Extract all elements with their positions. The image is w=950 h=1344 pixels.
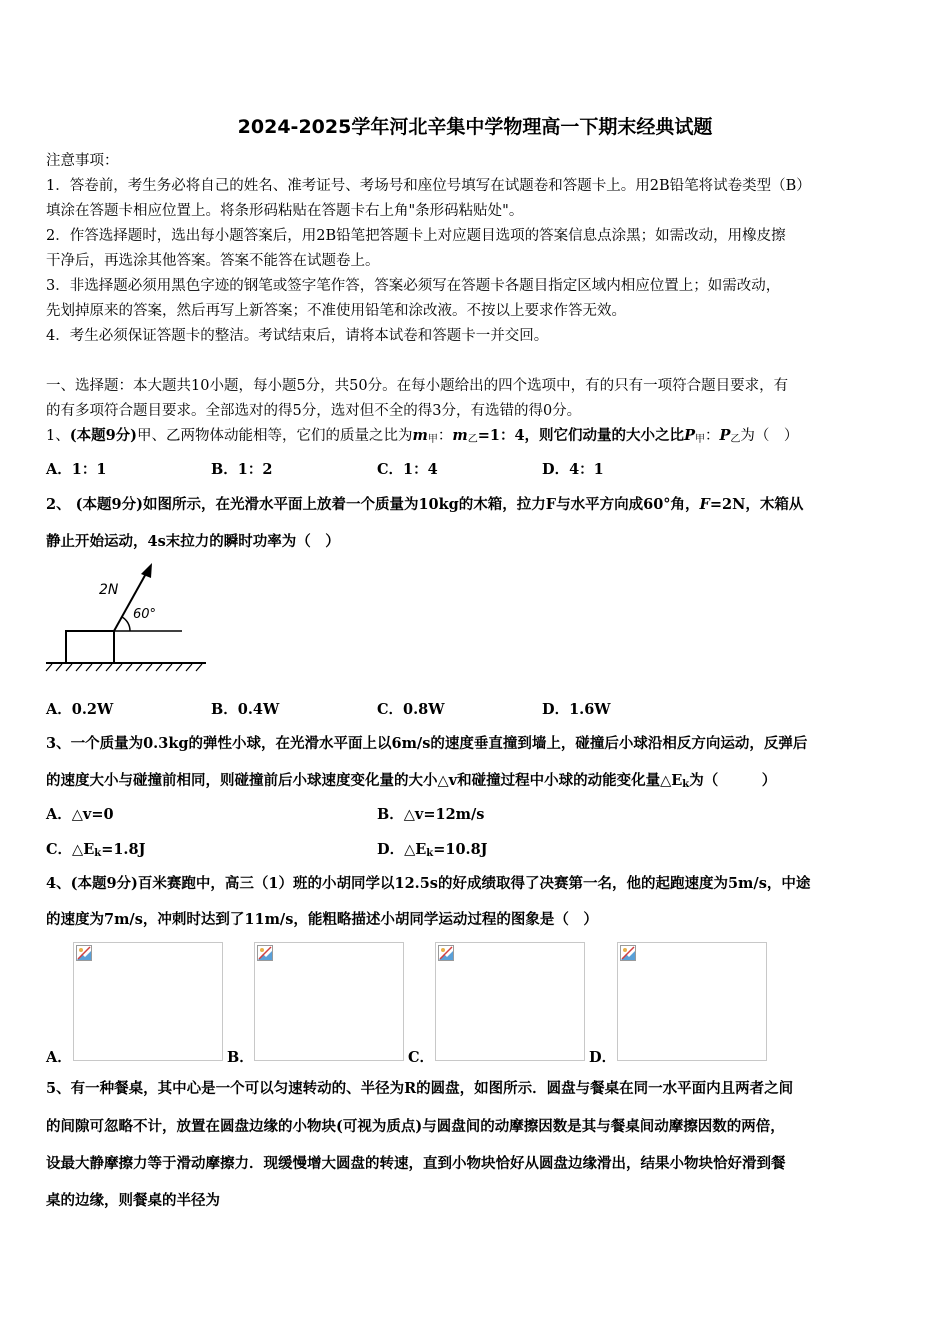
question-2-stem: 2、 (本题9分)如图所示，在光滑水平面上放着一个质量为10kg的木箱，拉力F与水平方向成60°角，F=2N，木箱从 xyxy=(46,496,804,513)
q3-option-a: A．△v=0 xyxy=(46,806,114,823)
broken-image-icon xyxy=(620,945,636,961)
q2-option-c: C．0.8W xyxy=(377,701,445,718)
force-label: 2N xyxy=(99,582,119,598)
question-2-stem-cont: 静止开始运动，4s末拉力的瞬时功率为（ ） xyxy=(46,533,340,550)
q3-option-c: C．$\triangle E_k=1.8J$ xyxy=(46,841,146,859)
question-5-stem-cont: 的间隙可忽略不计，放置在圆盘边缘的小物块(可视为质点)与圆盘间的动摩擦因数是其与餐桌间动摩擦因数的两倍， xyxy=(46,1118,785,1135)
angle-arc xyxy=(122,617,130,631)
wooden-box xyxy=(66,631,114,663)
question-1-stem: 1、(本题9分)甲、乙两物体动能相等，它们的质量之比为$m_甲$：$m_乙=1$：4，则它们动量的大小之比$P_甲$：$P_乙$为（ ） xyxy=(46,427,799,445)
question-5-stem-cont: 桌的边缘，则餐桌的半径为 xyxy=(46,1192,220,1209)
q1-option-d: D．4：1 xyxy=(542,461,604,478)
q4-option-a-label: A． xyxy=(46,1049,72,1066)
notice-line: 2．作答选择题时，选出每小题答案后，用2B铅笔把答题卡上对应题目选项的答案信息点涂黑；如需改动，用橡皮擦 xyxy=(46,228,786,244)
q4-option-b-image xyxy=(254,942,404,1061)
q2-option-d: D．1.6W xyxy=(542,701,611,718)
broken-image-icon xyxy=(76,945,92,961)
q2-option-a: A．0.2W xyxy=(46,701,114,718)
q1-option-a: A．1：1 xyxy=(46,461,107,478)
q4-option-c-image xyxy=(435,942,585,1061)
notice-line: 填涂在答题卡相应位置上。将条形码粘贴在答题卡右上角"条形码粘贴处"。 xyxy=(46,203,524,219)
notice-line: 3．非选择题必须用黑色字迹的钢笔或签字笔作答，答案必须写在答题卡各题目指定区域内相应位置上；如需改动， xyxy=(46,278,781,294)
section-instruction: 一、选择题：本大题共10小题，每小题5分，共50分。在每小题给出的四个选项中，有的只有一项符合题目要求，有 xyxy=(46,378,789,394)
question-3-stem: 3、一个质量为0.3kg的弹性小球，在光滑水平面上以6m/s的速度垂直撞到墙上，碰撞后小球沿相反方向运动，反弹后 xyxy=(46,735,808,752)
notice-line: 干净后，再选涂其他答案。答案不能答在试题卷上。 xyxy=(46,253,380,269)
q1-option-c: C．1：4 xyxy=(377,461,438,478)
broken-image-icon xyxy=(438,945,454,961)
ground-hatching xyxy=(46,664,202,671)
question-4-stem: 4、(本题9分)百米赛跑中，高三（1）班的小胡同学以12.5s的好成绩取得了决赛第一名，他的起跑速度为5m/s，中途 xyxy=(46,875,811,892)
question-5-stem-cont: 设最大静摩擦力等于滑动摩擦力．现缓慢增大圆盘的转速，直到小物块恰好从圆盘边缘滑出，结果小物块恰好滑到餐 xyxy=(46,1155,786,1172)
q4-option-d-image xyxy=(617,942,767,1061)
q3-option-d: D．$\triangle E_k=10.8J$ xyxy=(377,841,488,859)
question-5-stem: 5、有一种餐桌，其中心是一个可以匀速转动的、半径为R的圆盘，如图所示．圆盘与餐桌在同一水平面内且两者之间 xyxy=(46,1080,794,1097)
q2-option-b: B．0.4W xyxy=(211,701,280,718)
force-arrowhead xyxy=(141,563,152,578)
question-4-stem-cont: 的速度为7m/s，冲刺时达到了11m/s，能粗略描述小胡同学运动过程的图象是（ ） xyxy=(46,911,598,928)
q4-option-b-label: B． xyxy=(227,1049,254,1066)
notice-line: 4．考生必须保证答题卡的整洁。考试结束后，请将本试卷和答题卡一并交回。 xyxy=(46,328,549,344)
q4-option-c-label: C． xyxy=(408,1049,435,1066)
q4-option-d-label: D． xyxy=(589,1049,617,1066)
notice-line: 1．答卷前，考生务必将自己的姓名、准考证号、考场号和座位号填写在试题卷和答题卡上。用2B铅笔将试卷类型（B） xyxy=(46,178,811,194)
angle-label: 60° xyxy=(133,607,157,622)
q3-option-b: B．△v=12m/s xyxy=(377,806,485,823)
notice-line: 先划掉原来的答案，然后再写上新答案；不准使用铅笔和涂改液。不按以上要求作答无效。 xyxy=(46,303,626,319)
notice-heading: 注意事项： xyxy=(46,153,119,169)
q2-force-diagram xyxy=(44,560,214,675)
question-3-stem-cont: 的速度大小与碰撞前相同，则碰撞前后小球速度变化量的大小△v和碰撞过程中小球的动能变化量$\triangle E_k$为（ ） xyxy=(46,772,777,790)
broken-image-icon xyxy=(257,945,273,961)
q1-option-b: B．1：2 xyxy=(211,461,273,478)
q4-option-a-image xyxy=(73,942,223,1061)
page-title: 2024-2025学年河北辛集中学物理高一下期末经典试题 xyxy=(237,116,713,138)
section-instruction: 的有多项符合题目要求。全部选对的得5分，选对但不全的得3分，有选错的得0分。 xyxy=(46,403,582,419)
